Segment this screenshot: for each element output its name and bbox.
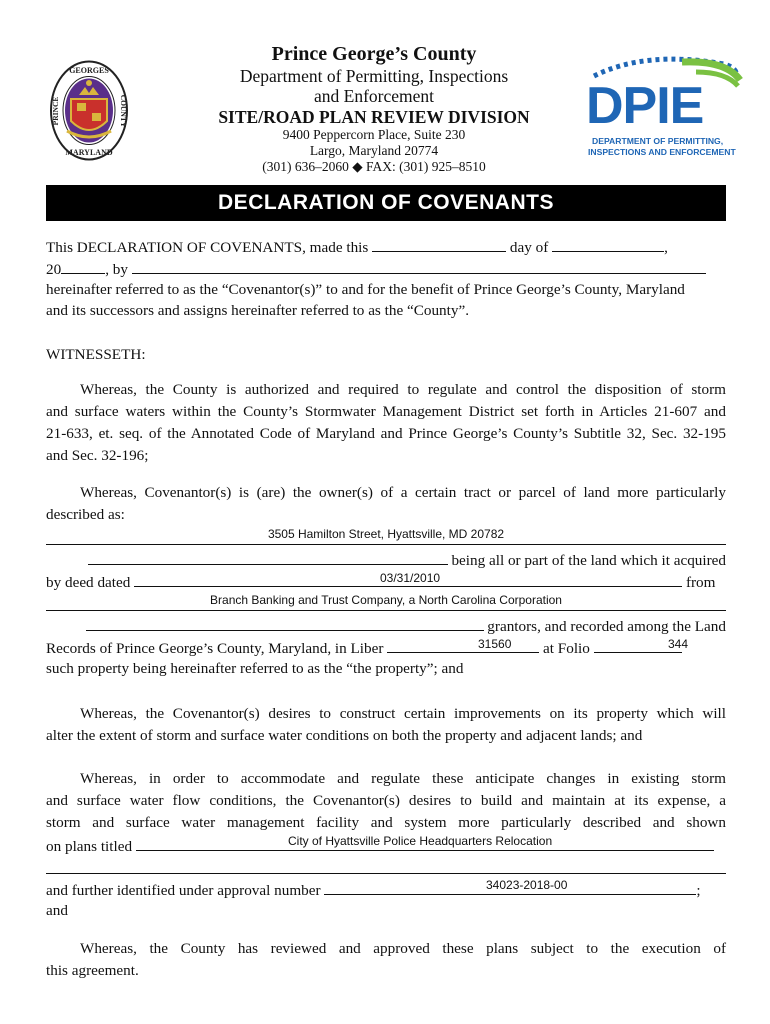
p3-property-line: such property being hereinafter referred to as the “the property”; and (46, 660, 464, 677)
p3-acquired-line (46, 550, 726, 570)
year-prefix: 20 (46, 261, 62, 278)
p1-text-c: , (664, 239, 668, 256)
p3-from-label: from (685, 574, 716, 591)
phone-fax: (301) 636–2060 ◆ FAX: (301) 925–8510 (262, 159, 486, 174)
city-state-zip: Largo, Maryland 20774 (309, 143, 439, 158)
grantor-value: Branch Banking and Trust Company, a North Carolina Corporation (210, 593, 562, 607)
p5-approval-label: and further identified under approval number (46, 882, 321, 899)
grantor-field-2[interactable] (86, 616, 484, 631)
p3-acquired-text: being all or part of the land which it acquired (451, 552, 726, 569)
property-address-value: 3505 Hamilton Street, Hyattsville, MD 20782 (267, 527, 505, 541)
date-month-field[interactable] (552, 237, 664, 252)
p2-line-2: and surface waters within the County’s Stormwater Management District set forth in Articles 21-607 and (46, 403, 726, 420)
p1-line-1 (46, 237, 726, 257)
county-seal (49, 59, 129, 162)
p5-line-3: storm and surface water management facility and system more particularly described and shown (46, 814, 726, 831)
folio-value: 344 (668, 637, 689, 651)
p3-folio-label: at Folio (543, 640, 590, 657)
grantor-field[interactable] (46, 610, 726, 611)
p2-line-1: Whereas, the County is authorized and required to regulate and control the disposition of storm (80, 381, 726, 398)
p1-line-3: hereinafter referred to as the “Covenantor(s)” to and for the benefit of Prince George’s County, Maryland (46, 281, 685, 298)
p6-line-1: Whereas, the County has reviewed and approved these plans subject to the execution of (80, 940, 726, 957)
property-address-field-2[interactable] (88, 550, 448, 565)
dpie-tagline-2: INSPECTIONS AND ENFORCEMENT (588, 147, 736, 157)
p1-text-b: day of (509, 239, 549, 256)
p5-line-1: Whereas, in order to accommodate and regulate these anticipate changes in existing storm (80, 770, 726, 787)
p5-and: and (46, 902, 68, 919)
department-line-1: Department of Permitting, Inspections (239, 66, 509, 86)
approval-number-value: 34023-2018-00 (486, 878, 568, 892)
p1-text-a: This DECLARATION OF COVENANTS, made this (46, 239, 369, 256)
plan-title-field-2[interactable] (46, 873, 726, 874)
document-title (46, 185, 726, 221)
plan-title-value: City of Hyattsville Police Headquarters Relocation (288, 834, 553, 848)
p3-records-line (46, 638, 726, 658)
p2-line-3: 21-633, et. seq. of the Annotated Code of Maryland and Prince George’s County’s Subtitle 32, Sec. 32-195 (46, 425, 726, 442)
division-name: SITE/ROAD PLAN REVIEW DIVISION (218, 107, 530, 127)
county-name: Prince George’s County (271, 43, 477, 65)
p5-semicolon: ; (696, 882, 701, 899)
seal-text-left: PRINCE (51, 96, 60, 126)
document-title-text: DECLARATION OF COVENANTS (218, 191, 554, 214)
p5-titled-label: on plans titled (46, 838, 133, 855)
p6-line-2: this agreement. (46, 962, 139, 979)
p3-grantors-text: grantors, and recorded among the Land (487, 618, 726, 635)
p5-line-2: and surface water flow conditions, the Covenantor(s) desires to build and maintain at its expense, a (46, 792, 726, 809)
seal-text-top: GEORGES (69, 66, 109, 75)
p4-line-2: alter the extent of storm and surface water conditions on both the property and adjacent lands; and (46, 727, 643, 744)
p1-line-2 (46, 259, 726, 279)
property-address-field[interactable] (46, 544, 726, 545)
liber-value: 31560 (478, 637, 512, 651)
liber-field[interactable] (387, 638, 539, 653)
p3-deed-label: by deed dated (46, 574, 131, 591)
p5-approval-line (46, 880, 726, 900)
year-suffix: , by (105, 261, 128, 278)
p1-line-4: and its successors and assigns hereinafter referred to as the “County”. (46, 302, 469, 319)
p3-line-1: Whereas, Covenantor(s) is (are) the owner(s) of a certain tract or parcel of land more particularly (80, 484, 726, 501)
dpie-wordmark: DPIE (586, 77, 704, 135)
p3-grantors-line (46, 616, 726, 636)
p2-line-4: and Sec. 32-196; (46, 447, 149, 464)
deed-date-value: 03/31/2010 (380, 571, 441, 585)
witnesseth: WITNESSETH: (46, 346, 146, 363)
dpie-tagline-1: DEPARTMENT OF PERMITTING, (592, 136, 724, 146)
date-day-field[interactable] (372, 237, 506, 252)
p3-records-text: Records of Prince George’s County, Maryland, in Liber (46, 640, 384, 657)
covenantor-name-field[interactable] (132, 259, 706, 274)
seal-text-right: COUNTY (119, 94, 128, 128)
dpie-logo (586, 54, 746, 164)
department-line-2: and Enforcement (313, 86, 434, 106)
street-address: 9400 Peppercorn Place, Suite 230 (282, 127, 466, 142)
p4-line-1: Whereas, the Covenantor(s) desires to construct certain improvements on its property which will (80, 705, 726, 722)
p3-line-2: described as: (46, 506, 125, 523)
seal-text-bottom: MARYLAND (65, 148, 113, 157)
year-field[interactable] (61, 259, 105, 274)
